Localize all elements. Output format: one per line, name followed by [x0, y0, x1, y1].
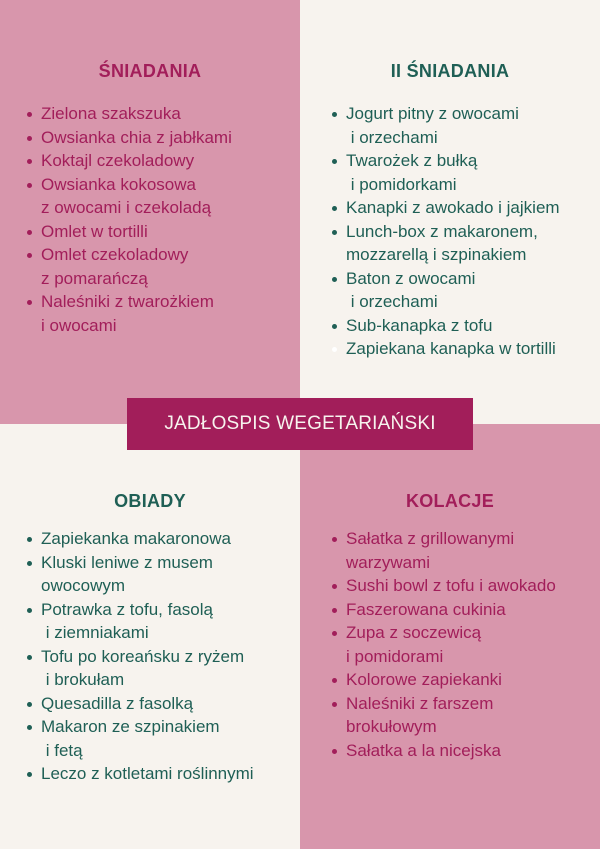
list-item-text: Tofu po koreańsku z ryżem	[41, 646, 245, 666]
list-item	[332, 598, 556, 622]
list-item-text: Sushi bowl z tofu i awokado	[346, 576, 556, 595]
list-item-text: Baton z owocami	[346, 268, 476, 288]
list-item-text: Zapiekana kanapka w tortilli	[346, 339, 556, 358]
list-item-text: i pomidorkami	[346, 174, 457, 194]
list-item-text: Lunch-box z makaronem,	[346, 221, 538, 241]
list-item-text: Zupa z soczewicą	[346, 623, 482, 642]
list-item-text: z owocami i czekoladą	[41, 198, 212, 217]
section-heading: KOLACJE	[405, 491, 495, 511]
list-item-text: Sub-kanapka z tofu	[346, 315, 493, 335]
list-item	[332, 739, 556, 763]
list-item	[332, 337, 560, 361]
list-item-text: Twarożek z bułką	[346, 151, 478, 170]
list-item	[332, 220, 560, 267]
list-item-text: Owsianka kokosowa	[41, 174, 196, 194]
list-item-text: Owsianka chia z jabłkami	[41, 127, 232, 147]
list-item	[27, 243, 232, 290]
menu-list	[27, 527, 254, 786]
list-item-text: i brokułam	[41, 670, 125, 689]
list-item-text: Naleśniki z twarożkiem	[41, 292, 214, 311]
list-item-text: Kolorowe zapiekanki	[346, 670, 502, 689]
list-item-text: Leczo z kotletami roślinnymi	[41, 764, 254, 783]
list-item-text: i pomidorami	[346, 646, 444, 666]
list-item-text: Jogurt pitny z owocami	[346, 104, 519, 123]
section-ii-sniadania	[300, 0, 600, 424]
section-sniadania	[0, 0, 300, 424]
list-item-text: brokułowym	[346, 717, 437, 736]
list-item-text: mozzarellą i szpinakiem	[346, 245, 527, 264]
list-item	[332, 196, 560, 220]
list-item-text: Sałatka a la nicejska	[346, 740, 501, 760]
list-item	[27, 290, 232, 337]
section-kolacje	[300, 424, 600, 849]
section-heading: II ŚNIADANIA	[390, 61, 510, 81]
list-item	[27, 692, 254, 716]
list-item-text: Omlet w tortilli	[41, 221, 148, 241]
list-item-text: Potrawka z tofu, fasolą	[41, 599, 213, 619]
list-item	[332, 314, 560, 338]
list-item	[27, 149, 232, 173]
list-item-text: Sałatka z grillowanymi	[346, 529, 515, 548]
section-obiady	[0, 424, 300, 849]
list-item-text: Koktajl czekoladowy	[41, 151, 195, 170]
page-title: JADŁOSPIS WEGETARIAŃSKI	[127, 398, 473, 450]
list-item	[27, 598, 254, 645]
list-item	[332, 692, 556, 739]
list-item-text: i orzechami	[346, 292, 438, 311]
list-item-text: i owocami	[41, 315, 117, 335]
list-item-text: owocowym	[41, 576, 126, 595]
list-item	[27, 102, 232, 126]
list-item-text: Zapiekanka makaronowa	[41, 529, 231, 548]
list-item-text: i orzechami	[346, 127, 438, 147]
list-item-text: Naleśniki z farszem	[346, 693, 494, 713]
list-item	[27, 126, 232, 150]
section-heading: OBIADY	[114, 491, 186, 511]
section-heading: ŚNIADANIA	[98, 61, 202, 81]
list-item	[27, 551, 254, 598]
list-item	[27, 645, 254, 692]
list-item-text: i ziemniakami	[41, 623, 149, 642]
list-item-text: Omlet czekoladowy	[41, 245, 189, 264]
menu-list	[27, 102, 232, 337]
list-item-text: Quesadilla z fasolką	[41, 693, 194, 713]
list-item	[332, 149, 560, 196]
list-item	[27, 527, 254, 551]
list-item	[332, 621, 556, 668]
list-item-text: Kluski leniwe z musem	[41, 552, 213, 572]
list-item-text: z pomarańczą	[41, 268, 148, 288]
list-item	[332, 102, 560, 149]
menu-list	[332, 527, 556, 762]
list-item-text: i fetą	[41, 740, 83, 760]
list-item	[27, 220, 232, 244]
list-item-text: Faszerowana cukinia	[346, 599, 506, 619]
list-item-text: Kanapki z awokado i jajkiem	[346, 198, 560, 217]
list-item	[27, 762, 254, 786]
menu-list	[332, 102, 560, 361]
list-item-text: warzywami	[346, 552, 431, 572]
list-item	[27, 715, 254, 762]
list-item	[332, 574, 556, 598]
list-item	[332, 267, 560, 314]
list-item	[332, 527, 556, 574]
list-item	[332, 668, 556, 692]
list-item-text: Zielona szakszuka	[41, 104, 181, 123]
list-item-text: Makaron ze szpinakiem	[41, 717, 220, 736]
list-item	[27, 173, 232, 220]
